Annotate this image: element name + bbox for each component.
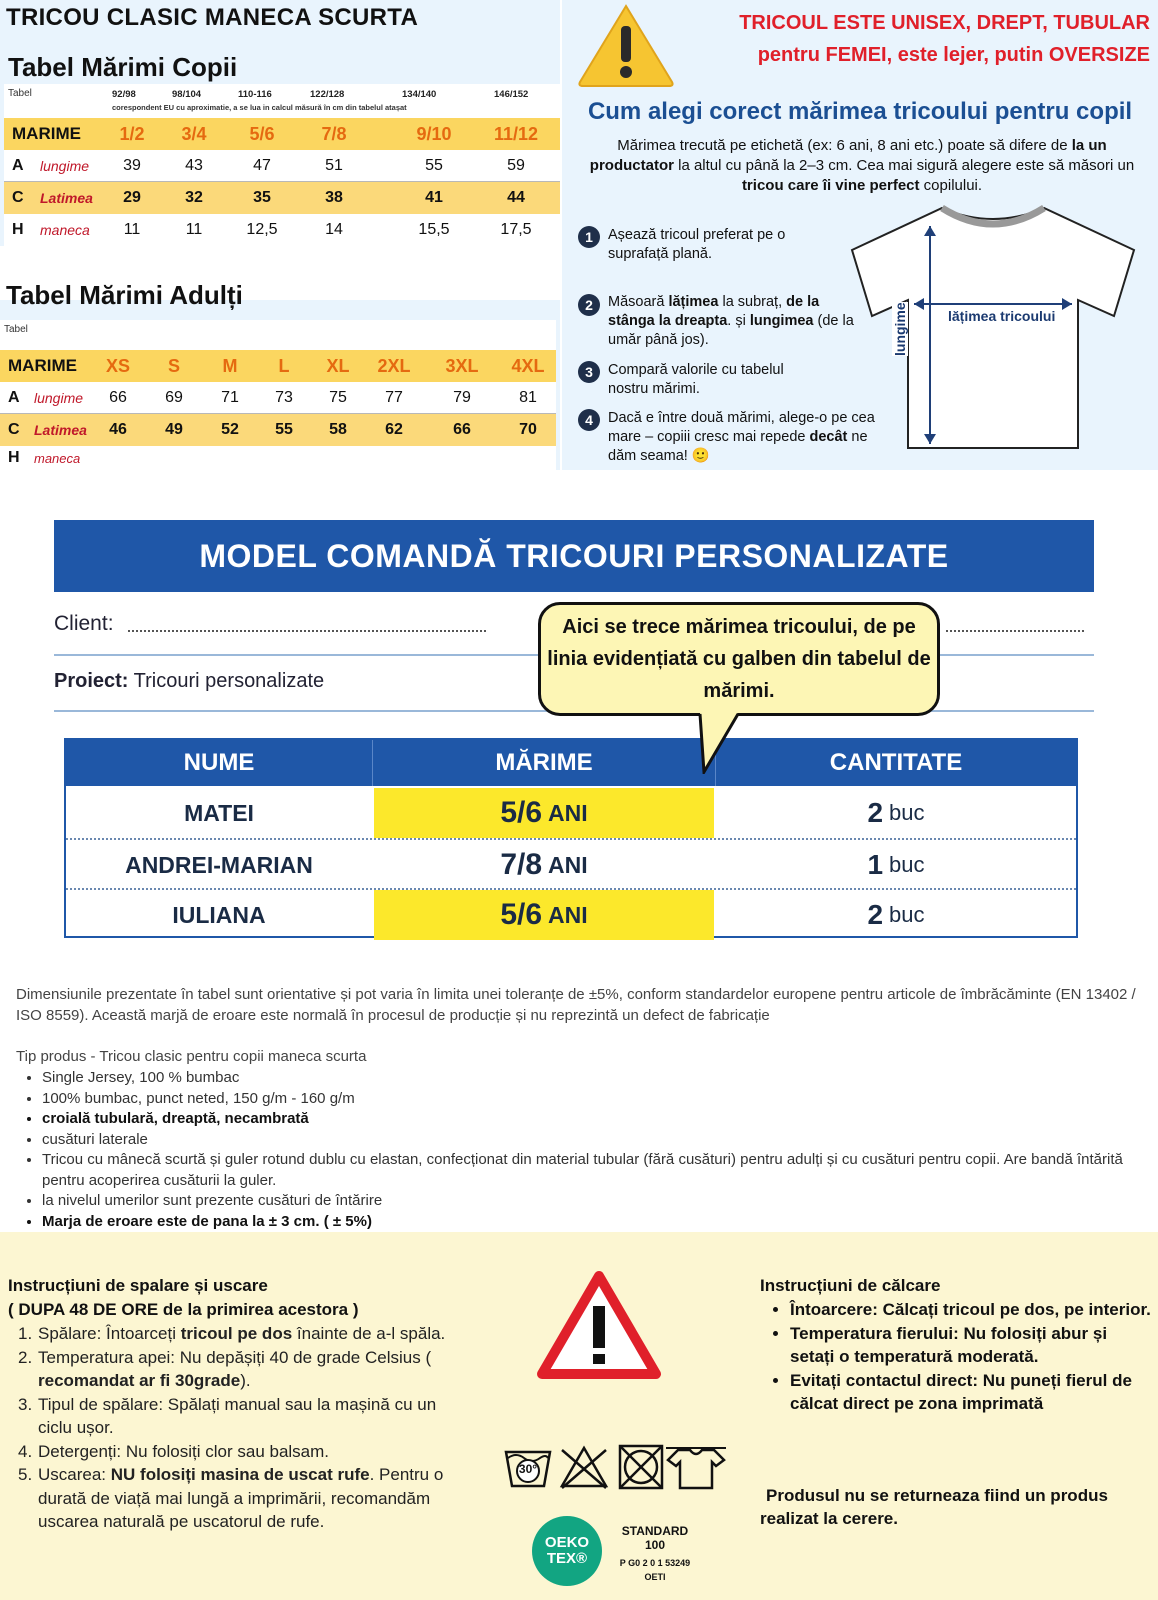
adult-table-title: Tabel Mărimi Adulți [6, 280, 243, 310]
adult-value-cell: 79 [453, 388, 471, 406]
kids-table-title: Tabel Mărimi Copii [8, 52, 238, 82]
kids-tabel-label: Tabel [8, 88, 32, 99]
adult-row-letter: H [8, 449, 20, 466]
length-label: lungime [892, 302, 908, 356]
adult-size-cell: 4XL [511, 355, 545, 376]
item-text: Temperatura apei: Nu depășiți 40 de grade Celsius ( [38, 1347, 432, 1367]
table-row [66, 838, 1076, 888]
item-text: Detergenți: Nu folosiți clor sau balsam. [38, 1441, 330, 1461]
row-qty [716, 788, 1076, 838]
kids-height-header [4, 84, 560, 120]
kids-size-cell: 7/8 [321, 123, 347, 144]
item-number: 1. [18, 1324, 33, 1343]
kids-height-col: 134/140 [402, 89, 437, 100]
kids-row-maneca [4, 214, 560, 246]
kids-value-cell: 39 [123, 156, 141, 174]
speech-bubble-tail-icon [696, 712, 742, 774]
kids-height-col: 98/104 [172, 89, 202, 100]
adult-size-cell: XL [326, 355, 350, 376]
adult-marime-label: MARIME [8, 356, 77, 375]
kids-value-cell: 35 [253, 189, 271, 206]
bullet-item: • la nivelul umerilor sunt prezente cusături de întărire [42, 1191, 1150, 1212]
adult-value-cell: 70 [519, 421, 537, 438]
adult-value-cell: 66 [109, 388, 127, 406]
main-title: TRICOU CLASIC MANECA SCURTA [6, 4, 419, 31]
washing-list [18, 1322, 458, 1534]
kids-note: corespondent EU cu aproximatie, a se lua in calcul măsură în cm din tabelul atașat [112, 103, 407, 112]
kids-row-letter: A [12, 156, 24, 174]
guide-title: Cum alegi corect mărimea tricoului pentru copil [587, 98, 1133, 125]
kids-size-cell: 5/6 [249, 123, 275, 144]
no-return-note: Produsul nu se returneaza fiind un produs realizat la cerere. [760, 1486, 1108, 1528]
adult-value-cell: 71 [221, 388, 239, 406]
kids-value-cell: 14 [325, 221, 343, 238]
oeko-line: TEX® [546, 1550, 588, 1567]
step-text-part: ne dăm seama! 🙂 [608, 429, 868, 464]
width-label: lățimea tricoului [948, 308, 1056, 324]
line-dry-icon [666, 1448, 726, 1488]
adult-value-cell: 46 [109, 421, 127, 438]
cert-body: OETI [644, 1572, 666, 1582]
step-text [608, 293, 868, 350]
kids-size-header-row [4, 118, 560, 150]
item-text: Spălare: Întoarceți [38, 1324, 181, 1343]
no-bleach-icon [562, 1448, 606, 1488]
ironing-item: • Întoarcere: Călcați tricoul pe dos, pe interior. [790, 1298, 1156, 1322]
item-text: înainte de a-l spăla. [292, 1324, 446, 1343]
adult-size-cell: XS [105, 355, 130, 376]
table-row [66, 788, 1076, 838]
warning-triangle-icon [576, 2, 676, 88]
guide-panel [562, 0, 1158, 470]
item-text: Tipul de spălare: Spălați manual sau la mașină cu un ciclu ușor. [38, 1394, 437, 1437]
adult-row-label: maneca [34, 450, 81, 466]
adult-size-header-row [0, 350, 556, 382]
adult-value-cell: 75 [329, 388, 347, 406]
project-label: Proiect: [54, 670, 129, 692]
row-size [374, 788, 714, 838]
washing-item [18, 1463, 458, 1534]
washing-item [18, 1393, 458, 1440]
qty-value: 2 [867, 899, 884, 930]
adult-value-cell: 52 [221, 421, 239, 438]
client-label: Client: [54, 612, 114, 635]
kids-height-col: 146/152 [494, 89, 529, 100]
bullet-item: • croială tubulară, dreaptă, necambrată [42, 1109, 1150, 1130]
product-bullets [0, 1068, 1150, 1232]
kids-value-cell: 47 [253, 156, 271, 174]
adult-row-label: lungime [34, 389, 84, 406]
item-text: recomandat ar fi 30grade [38, 1371, 241, 1390]
kids-value-cell: 51 [325, 156, 343, 174]
size-unit: ANI [548, 851, 588, 878]
item-text: Uscarea: [38, 1465, 111, 1484]
guide-intro-part: Mărimea trecută pe etichetă (ex: 6 ani, 8 ani etc.) poate să difere de [617, 137, 1072, 154]
washing-item [18, 1440, 458, 1464]
kids-value-cell: 43 [185, 156, 203, 174]
product-type: Tip produs - Tricou clasic pentru copii maneca scurta [16, 1048, 367, 1065]
step-text-part: la subraț, [718, 294, 787, 310]
kids-size-cell: 11/12 [493, 123, 539, 144]
step-text-part: Măsoară [608, 294, 669, 310]
kids-value-cell: 44 [507, 189, 525, 206]
kids-value-cell: 17,5 [500, 221, 532, 238]
order-title: MODEL COMANDĂ TRICOURI PERSONALIZATE [54, 520, 1094, 592]
bullet-item: • Tricou cu mânecă scurtă și guler rotund dublu cu elastan, confecționat din material tubular (fără cusături) pentru adulți și cu cusături pentru copii. Are bandă întărită pentru acoperirea cusăturii la guler. [42, 1150, 1150, 1191]
adult-value-cell: 49 [165, 421, 183, 438]
item-number: 2. [18, 1347, 33, 1367]
bullet-item: • Marja de eroare este de pana la ± 3 cm. ( ± 5%) [42, 1212, 1150, 1233]
guide-intro-part: copilului. [919, 177, 983, 194]
row-size [374, 890, 714, 940]
qty-value: 1 [867, 849, 884, 880]
row-size [374, 840, 714, 890]
unisex-warning-line1: TRICOUL ESTE UNISEX, DREPT, TUBULAR [739, 12, 1150, 34]
size-value: 7/8 [500, 848, 543, 881]
adult-row-lungime [0, 382, 556, 414]
kids-row-lungime [4, 150, 560, 182]
step-number: 2 [578, 294, 600, 316]
kids-row-label: maneca [40, 222, 90, 238]
adult-size-cell: M [222, 355, 238, 376]
item-text: ). [240, 1371, 251, 1390]
step-text-part: lungimea [749, 313, 814, 329]
adult-row-maneca [0, 446, 556, 470]
size-value: 5/6 [500, 898, 543, 931]
care-panel [0, 1232, 1158, 1600]
adult-row-letter: A [8, 388, 20, 406]
unisex-warning-line2: pentru FEMEI, este lejer, putin OVERSIZE [757, 44, 1150, 66]
adult-value-cell: 81 [519, 388, 537, 406]
row-name: ANDREI-MARIAN [125, 851, 313, 878]
adult-tabel-label: Tabel [4, 324, 28, 335]
step-text: Compară valorile cu tabelul nostru mărimi. [608, 362, 784, 397]
step-text-part: decât [809, 429, 848, 445]
step-number: 3 [578, 361, 600, 383]
guide-intro [584, 136, 1140, 196]
client-dots-end [946, 630, 1084, 632]
kids-value-cell: 55 [425, 156, 443, 174]
adult-size-cell: 3XL [445, 355, 479, 376]
kids-value-cell: 12,5 [246, 221, 278, 238]
row-qty [716, 840, 1076, 890]
kids-height-col: 110-116 [238, 89, 272, 100]
guide-intro-part: tricou care îi vine perfect [741, 177, 920, 194]
item-text: NU folosiți masina de uscat rufe [110, 1465, 370, 1484]
standard-text: STANDARD [621, 1524, 689, 1538]
col-cantitate: CANTITATE [829, 749, 963, 776]
ironing-list [760, 1298, 1156, 1416]
bullet-item: • cusături laterale [42, 1130, 1150, 1151]
kids-row-letter: H [12, 221, 24, 238]
kids-row-label: lungime [40, 157, 90, 174]
qty-unit: buc [889, 902, 925, 927]
adult-value-cell: 77 [385, 388, 403, 406]
adult-row-letter: C [8, 421, 20, 438]
washing-title: Instrucțiuni de spalare și uscare [8, 1276, 268, 1295]
no-tumble-dry-icon [620, 1446, 662, 1488]
item-text: . Pentru o durată de viață mai lungă a imprimării, recomandăm uscarea naturală pe uscatorul de rufe. [38, 1465, 444, 1531]
kids-value-cell: 11 [123, 221, 141, 238]
standard-number: 100 [644, 1538, 666, 1552]
qty-unit: buc [889, 852, 925, 877]
item-text: tricoul pe dos [180, 1324, 293, 1343]
adult-value-cell: 66 [453, 421, 471, 438]
tshirt-measure-icon [838, 200, 1148, 460]
adult-size-cell: L [278, 355, 290, 376]
col-marime: MĂRIME [372, 740, 716, 786]
project-value: Tricouri personalizate [133, 670, 325, 692]
step-text-part: de la stânga la dreapta [608, 294, 820, 329]
bullet-item: • 100% bumbac, punct neted, 150 g/m - 160 g/m [42, 1089, 1150, 1110]
kids-value-cell: 38 [325, 189, 343, 206]
kids-row-latimea [4, 182, 560, 214]
kids-value-cell: 15,5 [418, 221, 450, 238]
guide-intro-part: la un productator [589, 137, 1107, 174]
kids-height-col: 122/128 [310, 89, 345, 100]
washing-subtitle: ( DUPA 48 DE ORE de la primirea acestora ) [8, 1300, 359, 1319]
row-qty [716, 890, 1076, 940]
row-name: IULIANA [172, 901, 266, 928]
order-table-header [66, 740, 1076, 786]
kids-value-cell: 41 [425, 189, 443, 206]
size-value: 5/6 [500, 796, 543, 829]
kids-row-letter: C [12, 189, 24, 206]
item-number: 3. [18, 1394, 33, 1414]
ironing-title: Instrucțiuni de călcare [760, 1276, 941, 1295]
adult-row-latimea [0, 414, 556, 446]
kids-value-cell: 32 [185, 189, 203, 206]
kids-size-cell: 9/10 [416, 123, 452, 144]
speech-bubble: Aici se trece mărimea tricoului, de pe linia evidențiată cu galben din tabelul de mărimi. [538, 602, 940, 716]
kids-value-cell: 11 [185, 221, 203, 238]
step-text-part: . și [727, 313, 750, 329]
adult-tabel-row [0, 320, 556, 350]
table-row [66, 888, 1076, 938]
ironing-item: • Temperatura fierului: Nu folosiți abur și setați o temperatură moderată. [790, 1322, 1156, 1369]
oeko-line: OEKO [544, 1534, 590, 1551]
washing-item [18, 1322, 458, 1346]
col-nume: NUME [183, 749, 255, 776]
kids-value-cell: 59 [507, 156, 525, 174]
oeko-tex-logo [532, 1516, 602, 1586]
item-number: 4. [18, 1441, 33, 1461]
kids-size-cell: 3/4 [181, 123, 207, 144]
kids-value-cell: 29 [123, 189, 141, 206]
order-table [64, 738, 1078, 938]
adult-value-cell: 73 [275, 388, 293, 406]
qty-value: 2 [867, 797, 884, 828]
step-text-part: lățimea [668, 294, 719, 310]
tolerance-note: Dimensiunile prezentate în tabel sunt orientative și pot varia în limita unei toleranțe de ±5%, conform standardelor europene pentru articole de îmbrăcăminte (EN 13402 / ISO 8559). Această marjă de eroare este normală în procesul de producție și nu reprezintă un defect de fabricație [16, 986, 1136, 1024]
adult-size-cell: S [167, 355, 180, 376]
project-line [54, 670, 324, 693]
warning-red-triangle-icon [536, 1270, 662, 1380]
item-number: 5. [18, 1465, 33, 1484]
step-text-part: (de la umăr până jos). [608, 313, 854, 348]
bullet-item: • Single Jersey, 100 % bumbac [42, 1068, 1150, 1089]
order-model [54, 520, 1094, 940]
kids-size-cell: 1/2 [119, 123, 145, 144]
kids-marime-label: MARIME [12, 124, 81, 143]
washing-item [18, 1346, 458, 1393]
size-tables-panel [0, 0, 560, 470]
size-unit: ANI [548, 799, 588, 826]
step-number: 1 [578, 226, 600, 248]
oeko-standard [612, 1524, 698, 1584]
size-unit: ANI [548, 901, 588, 928]
adult-value-cell: 55 [275, 421, 293, 438]
row-name: MATEI [184, 799, 254, 826]
wash-temp-label: 30° [518, 1462, 538, 1476]
adult-size-cell: 2XL [377, 355, 411, 376]
client-dots [128, 630, 486, 632]
qty-unit: buc [889, 800, 925, 825]
adult-value-cell: 62 [385, 421, 403, 438]
cert-number: P G0 2 0 1 53249 [619, 1558, 691, 1568]
step-text: Așează tricoul preferat pe o suprafață plană. [608, 227, 786, 262]
ironing-item: • Evitați contactul direct: Nu puneți fierul de călcat direct pe zona imprimată [790, 1369, 1156, 1416]
kids-row-label: Latimea [40, 190, 93, 206]
kids-height-col: 92/98 [112, 89, 136, 100]
step-text-part: Dacă e între două mărimi, alege-o pe cea mare – copiii cresc mai repede [608, 410, 875, 445]
step-number: 4 [578, 409, 600, 431]
guide-intro-part: la altul cu până la 2–3 cm. Cea mai sigură alegere este să măsori un [673, 157, 1135, 174]
adult-value-cell: 69 [165, 388, 183, 406]
adult-row-label: Latimea [34, 422, 87, 438]
adult-value-cell: 58 [329, 421, 347, 438]
